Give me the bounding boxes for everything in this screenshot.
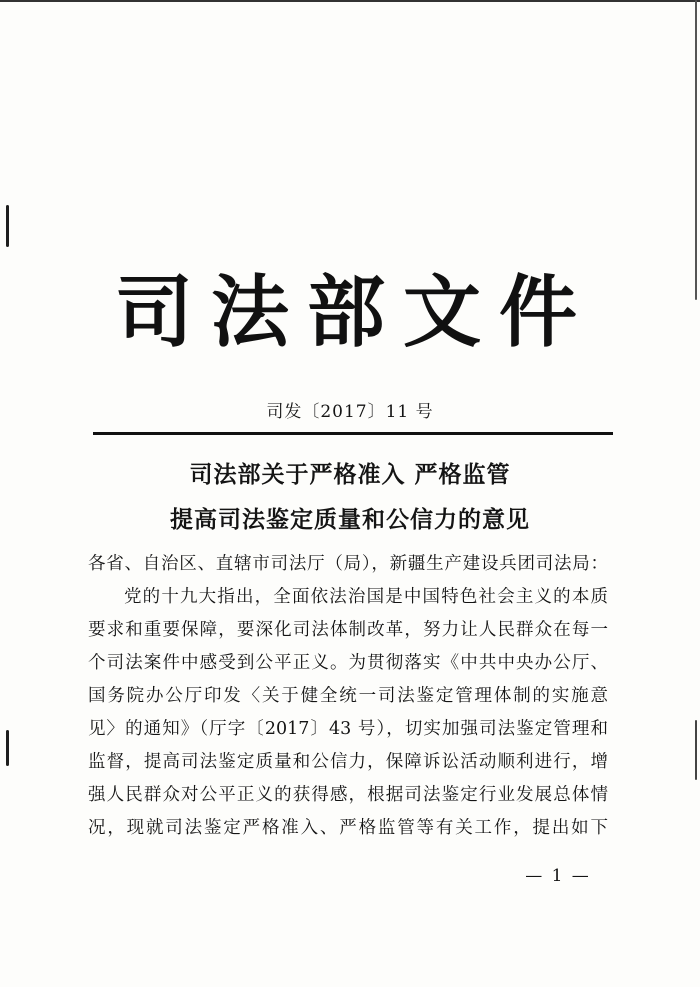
paragraph-line: 况，现就司法鉴定严格准入、严格监管等有关工作，提出如下: [88, 818, 608, 838]
scan-mark-left-lower: [6, 730, 9, 766]
page-number: — 1 —: [525, 866, 591, 886]
scan-mark-left-upper: [6, 205, 9, 247]
header-divider-rule: [93, 432, 613, 435]
document-number: 司发〔2017〕11 号: [266, 402, 434, 422]
agency-document-title: 司法部文件: [114, 268, 595, 358]
addressee-line: 各省、自治区、直辖市司法厅（局），新疆生产建设兵团司法局：: [88, 554, 608, 574]
paragraph-line: 国务院办公厅印发〈关于健全统一司法鉴定管理体制的实施意: [88, 686, 608, 706]
paragraph-line: 强人民群众对公平正义的获得感，根据司法鉴定行业发展总体情: [88, 785, 608, 805]
article-title-line-2: 提高司法鉴定质量和公信力的意见: [170, 506, 530, 533]
page-top-edge: [0, 0, 700, 2]
paragraph-line: 要求和重要保障，要深化司法体制改革，努力让人民群众在每一: [88, 620, 608, 640]
paragraph-line: 见〉的通知》（厅字〔2017〕43 号），切实加强司法鉴定管理和: [88, 719, 608, 739]
paragraph-line: 监督，提高司法鉴定质量和公信力，保障诉讼活动顺利进行，增: [88, 752, 608, 772]
article-title-line-1: 司法部关于严格准入 严格监管: [189, 461, 511, 488]
scan-mark-right-upper: [695, 0, 697, 300]
paragraph-line: 党的十九大指出，全面依法治国是中国特色社会主义的本质: [124, 587, 608, 607]
scan-mark-right-lower: [695, 720, 697, 780]
paragraph-line: 个司法案件中感受到公平正义。为贯彻落实《中共中央办公厅、: [88, 653, 608, 673]
body-text: [88, 548, 608, 845]
